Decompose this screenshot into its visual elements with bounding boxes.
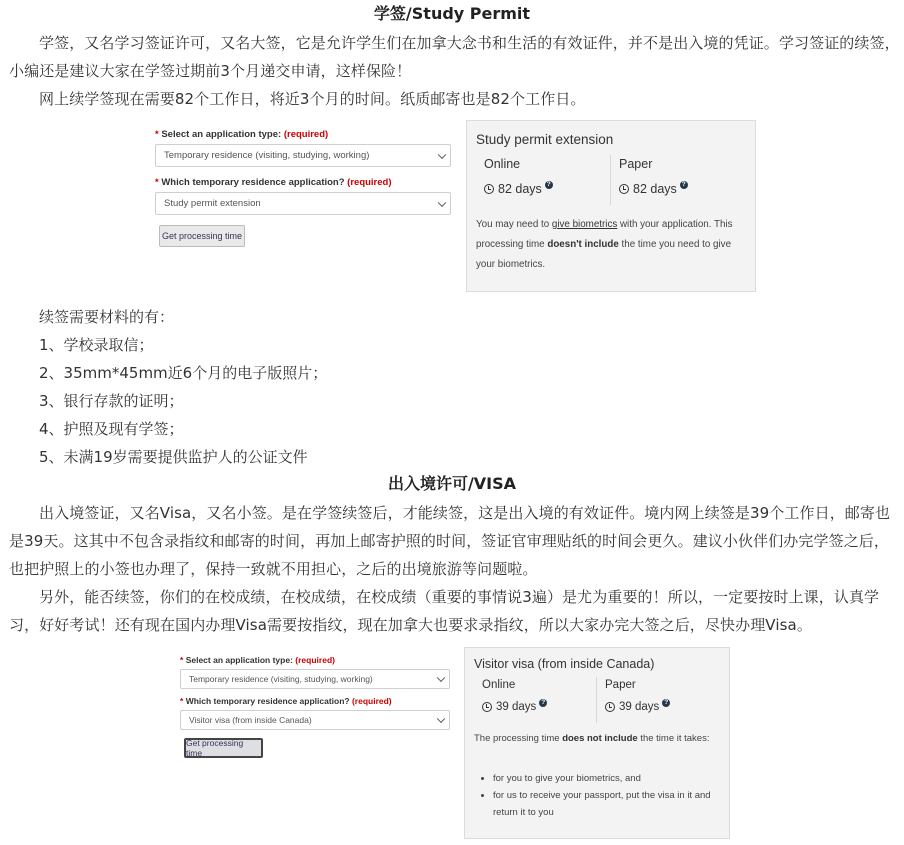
temporary-residence-application-select[interactable] [155,192,451,215]
temporary-residence-select-value: Study permit extension [164,198,261,209]
online-days-value: 82 days [498,182,542,196]
result-title: Study permit extension [476,132,614,147]
chevron-down-icon [438,150,446,158]
temporary-residence-select-value: Visitor visa (from inside Canada) [189,715,312,725]
get-processing-time-button[interactable]: Get processing time [159,225,245,247]
visa-intro-paragraph: 出入境签证，又名Visa，又名小签。是在学签续签后，才能续签，这是出入境的有效证件。境内网上续签是39个工作日，邮寄也是39天。这其中不包含录指纹和邮寄的时间，再加上邮寄护照的时间，签证官审理贴纸的时间会更久。建议小伙伴们办完学签之后，也把护照上的小签也办理了，保持一致就不用担心，之后的出境旅游等问题啦。 [9,504,891,578]
processing-time-form-1 [155,129,451,247]
online-label: Online [484,157,521,171]
list-item: • for us to receive your passport, put the visa in it and return it to you [493,787,715,821]
online-processing-time [484,182,553,196]
study-permit-processing-paragraph: 网上续学签现在需要82个工作日，将近3个月的时间。纸质邮寄也是82个工作日。 [39,90,586,108]
chevron-down-icon [437,715,445,723]
materials-item: 1、学校录取信； [39,336,154,354]
paper-days-value: 39 days [619,701,660,713]
paper-label: Paper [619,157,653,171]
materials-item: 3、银行存款的证明； [39,392,184,410]
give-biometrics-link[interactable]: give biometrics [551,219,618,230]
materials-item: 4、护照及现有学签； [39,420,184,438]
processing-time-note: The processing time does not include the time it takes: [474,733,710,744]
biometrics-note: You may need to give biometrics with your application. This processing time doesn't include the time you need to give your biometrics. [476,219,733,270]
help-icon[interactable]: ? [545,181,553,189]
paper-processing-time [605,701,670,713]
study-permit-intro-paragraph: 学签，又名学习签证许可，又名大签，它是允许学生们在加拿大念书和生活的有效证件，并不是出入境的凭证。学习签证的续签，小编还是建议大家在学签过期前3个月递交申请，这样保险！ [9,34,900,80]
get-processing-time-button[interactable]: Get processing time [184,738,263,758]
paper-days-value: 82 days [633,182,677,196]
visa-grades-paragraph: 另外，能否续签，你们的在校成绩，在校成绩，在校成绩（重要的事情说3遍）是尤为重要的！所以，一定要按时上课，认真学习，好好考试！还有现在国内办理Visa需要按指纹，现在加拿大也要求录指纹，所以大家办完大签之后，尽快办理Visa。 [9,588,880,634]
result-title: Visitor visa (from inside Canada) [474,657,655,671]
online-days-value: 39 days [496,701,537,713]
chevron-down-icon [437,674,445,682]
application-type-select[interactable] [180,669,450,689]
help-icon[interactable]: ? [680,181,688,189]
application-type-label: * Select an application type: (required) [155,129,329,140]
temporary-residence-application-label: * Which temporary residence application? (required) [180,696,392,706]
visitor-visa-result-panel [464,647,730,839]
materials-item: 5、未满19岁需要提供监护人的公证文件 [39,448,308,466]
application-type-select[interactable] [155,144,451,167]
application-type-select-value: Temporary residence (visiting, studying, working) [189,674,373,684]
clock-icon [484,184,494,194]
clock-icon [482,702,492,712]
materials-item: 2、35mm*45mm近6个月的电子版照片； [39,364,328,382]
column-divider [610,155,611,205]
section-title-study-permit: 学签/Study Permit [373,4,531,23]
help-icon[interactable]: ? [662,699,670,707]
temporary-residence-application-label: * Which temporary residence application? (required) [155,177,392,188]
clock-icon [619,184,629,194]
chevron-down-icon [438,198,446,206]
section-title-visa: 出入境许可/VISA [387,474,517,493]
help-icon[interactable]: ? [539,699,547,707]
study-permit-result-panel [466,120,756,292]
application-type-select-value: Temporary residence (visiting, studying, working) [164,150,370,161]
exclusions-list [475,770,715,821]
paper-processing-time [619,182,688,196]
paper-label: Paper [605,679,636,691]
list-item: • for you to give your biometrics, and [493,770,715,787]
materials-heading: 续签需要材料的有： [39,308,175,326]
online-label: Online [482,679,516,691]
temporary-residence-application-select[interactable] [180,710,450,730]
column-divider [596,677,597,723]
clock-icon [605,702,615,712]
processing-time-form-2 [180,655,450,758]
online-processing-time [482,701,547,713]
application-type-label: * Select an application type: (required) [180,655,335,665]
